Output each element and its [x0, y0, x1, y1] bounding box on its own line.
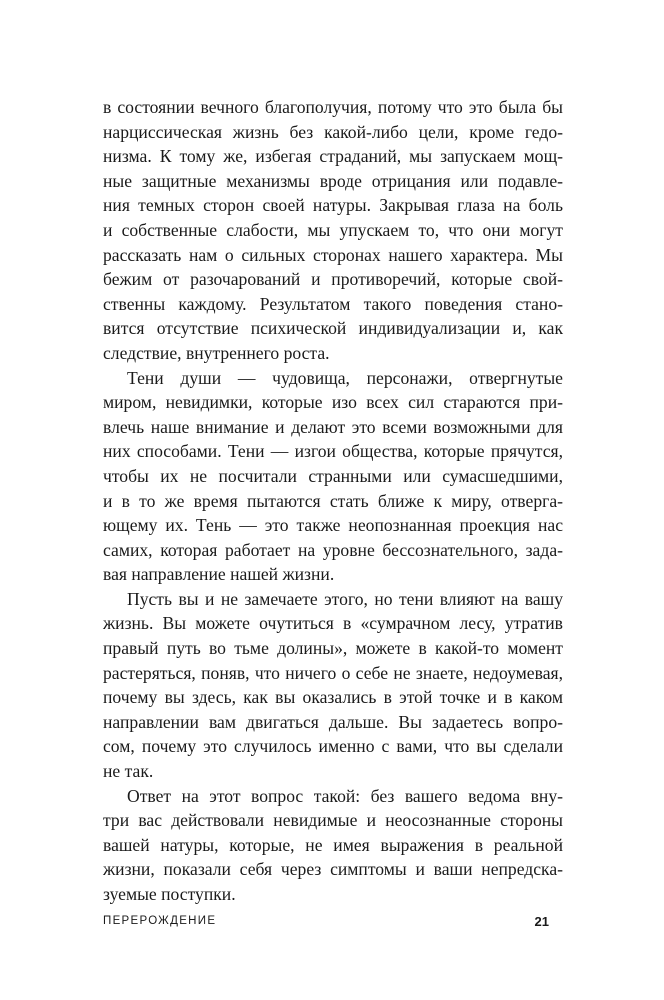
- page-number: 21: [534, 914, 549, 929]
- text-line: ственны каждому. Результатом такого поведения стано-: [103, 293, 563, 314]
- text-line: не так.: [103, 761, 154, 782]
- text-line: зуемые поступки.: [103, 884, 236, 904]
- text-line: растеряться, поняв, что ничего о себе не знаете, недоумевая,: [103, 662, 563, 683]
- text-line: жизни, показали себя через симптомы и ваши непредска-: [103, 859, 563, 880]
- page-footer: [103, 915, 549, 935]
- text-line: Пусть вы и не замечаете этого, но тени влияют на вашу: [127, 588, 563, 609]
- text-line: почему вы здесь, как вы оказались в этой точке и в каком: [103, 687, 563, 708]
- text-line: и собственные слабости, мы упускаем то, что они могут: [103, 219, 563, 240]
- text-line: нарциссическая жизнь без какой-либо цели, кроме гедо-: [103, 121, 563, 142]
- text-line: ющему их. Тень — это также неопознанная проекция нас: [103, 515, 563, 536]
- text-line: направлении вам двигаться дальше. Вы задаетесь вопро-: [103, 711, 563, 732]
- text-line: рассказать нам о сильных сторонах нашего характера. Мы: [103, 244, 563, 265]
- body-text: [103, 95, 563, 907]
- text-line: Тени души — чудовища, персонажи, отвергнутые: [127, 367, 563, 388]
- text-line: и в то же время пытаются стать ближе к миру, отверга-: [103, 490, 563, 511]
- text-line: вашей натуры, которые, не имея выражения в реальной: [103, 834, 563, 855]
- text-line: следствие, внутреннего роста.: [103, 342, 330, 363]
- text-line: Ответ на этот вопрос такой: без вашего ведома вну-: [127, 785, 563, 806]
- text-line: ния темных сторон своей натуры. Закрывая глаза на боль: [103, 195, 563, 216]
- paragraph: [103, 784, 563, 907]
- text-line: влечь наше внимание и делают это всеми возможными для: [103, 416, 563, 437]
- paragraph: [103, 366, 563, 587]
- text-line: жизнь. Вы можете очутиться в «сумрачном лесу, утратив: [103, 613, 563, 634]
- text-line: три вас действовали невидимые и неосознанные стороны: [103, 810, 563, 831]
- text-line: низма. К тому же, избегая страданий, мы запускаем мощ-: [103, 146, 563, 167]
- text-line: вая направление нашей жизни.: [103, 564, 335, 585]
- running-title: ПЕРЕРОЖДЕНИЕ: [103, 915, 217, 927]
- text-line: в состоянии вечного благополучия, потому что это была бы: [103, 97, 563, 117]
- text-line: вится отсутствие психической индивидуализации и, как: [103, 318, 563, 339]
- text-line: самих, которая работает на уровне бессознательного, зада-: [103, 539, 563, 560]
- text-line: бежим от разочарований и противоречий, которые свой-: [103, 269, 563, 290]
- paragraph: [103, 95, 563, 366]
- text-line: правый путь во тьме долины», можете в какой-то момент: [103, 638, 563, 659]
- text-line: миром, невидимки, которые изо всех сил стараются при-: [103, 392, 563, 413]
- text-line: них способами. Тени — изгои общества, которые прячутся,: [103, 441, 563, 462]
- paragraph: [103, 587, 563, 784]
- text-line: сом, почему это случилось именно с вами, что вы сделали: [103, 736, 563, 757]
- text-line: ные защитные механизмы вроде отрицания или подавле-: [103, 170, 563, 191]
- text-line: чтобы их не посчитали странными или сумасшедшими,: [103, 465, 563, 486]
